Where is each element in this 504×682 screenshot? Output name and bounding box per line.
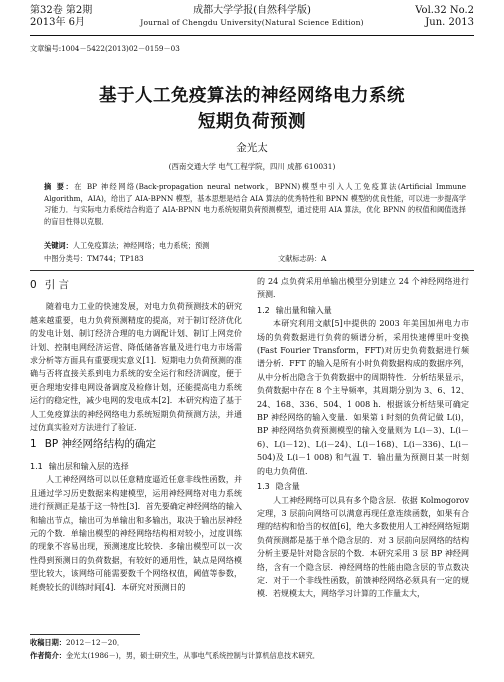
title-line-2: 短期负荷预测 bbox=[198, 112, 306, 132]
paper-title bbox=[30, 83, 474, 135]
header-center bbox=[140, 5, 364, 29]
section-number: 0 bbox=[30, 279, 37, 291]
subsection-number: 1.1 bbox=[30, 461, 43, 471]
volume-issue-en: Vol.32 No.2 bbox=[415, 5, 474, 16]
section-heading-intro bbox=[30, 279, 242, 292]
received-date: 2012－12－20． bbox=[65, 638, 125, 647]
article-number: 文章编号:1004－5422(2013)02－0159－03 bbox=[30, 44, 180, 53]
journal-name-cn: 成都大学学报(自然科学版) bbox=[193, 5, 311, 16]
author-name: 金光太 bbox=[236, 142, 268, 154]
abstract-label: 摘 要： bbox=[44, 182, 75, 191]
paragraph-continued: 的 24 点负荷采用单输出模型分别建立 24 个神经网络进行预测． bbox=[257, 277, 469, 300]
paragraph: 人工神经网络可以以任意精度逼近任意非线性函数，并且通过学习历史数据来构建模型，运用神经网络对电力系统进行预测正是基于这一特性[3]．首先要确定神经网络的输入和输出节点，输出可为单输出和多输出，取决于输出层神经元的个数．单输出模型的神经网络结构相对较小，过度训练的现象不容易出现，预测速度比较快．多输出模型可以一次性得到预测日的负荷数据，有较好的通用性，缺点是网络模型比较大，该网络可能需要数千个网络权值，阈值等参数，耗费较长的训练时间[4]．本研究对预测日的 bbox=[30, 475, 242, 592]
footnote-label: 作者简介： bbox=[30, 651, 66, 660]
date-en: Jun. 2013 bbox=[425, 17, 474, 28]
author-affiliation: (西南交通大学 电气工程学院，四川 成都 610031) bbox=[168, 162, 336, 171]
paragraph: 人工神经网络可以具有多个隐含层．依据 Kolmogorov 定理，3 层前向网络可以满意再现任意连续函数，如果有合理的结构和恰当的权值[6]，绝大多数使用人工神经网络短期负荷预测都是基于单个隐含层的．对 3 层前向层网络的结构分析主要是针对隐含层的个数．本研究采用 3 层 BP 神经网络，含有一个隐含层．神经网络的性能由隐含层的节点数决定．对于一个非线性函数，前馈神经网络必须具有一定的规模．若规模太大，网络学习计算的工作量太大， bbox=[257, 495, 469, 599]
keywords bbox=[44, 241, 466, 251]
subsection-title: 输出量和输入量 bbox=[275, 305, 332, 315]
subsection-title: 隐含量 bbox=[275, 482, 300, 492]
footnote-received bbox=[30, 637, 474, 648]
subsection-heading-hidden bbox=[257, 480, 469, 493]
subsection-title: 输出层和输入层的选择 bbox=[48, 461, 129, 471]
classification-number: 中图分类号：TM744；TP183 bbox=[44, 254, 144, 263]
right-column bbox=[257, 275, 469, 601]
footnote-author bbox=[30, 650, 474, 661]
abstract-text: 在 BP 神经网络(Back-propagation neural network，BPNN)模型中引入人工免疫算法(Artificial Immune Algorithm，AIA)，给出了 AIA-BPNN 模型，基本思想是结合 AIA 算法的优秀特性和 BPNN 模型的优良性能，可以进一步提高学习能力．与实际电力系统结合构造了 AIA-BPNN 电力系统短期负荷预测模型，通过使用 AIA 算法，优化 BPNN 的权值和阈值选择的盲目性得以克服． bbox=[44, 182, 466, 226]
paragraph: 本研究利用文献[5]中提供的 2003 年美国加州电力市场的负荷数据进行负荷的频谱分析，采用快速傅里叶变换(Fast Fourier Transform，FFT)对历史负荷数据进行频谱分析．FFT 的输入是所有小时负荷数据构成的数据序列，从中分析出隐含于负荷数据中的周期特性．分析结果显示，负荷数据中存在 8 个主导频率，其周期分别为 3、6、12、24、168、336、504、1 008 h．根据该分析结果可确定 BP 神经网络的输入变量．如果第 i 时刻的负荷记做 L(i)，BP 神经网络负荷预测模型的输入变量则为 L(i－3)、L(i－6)、L(i－12)、L(i－24)、L(i－168)、L(i－336)、L(i－504)及 L(i－1 008) 和气温 T．输出量为预测日某一时刻的电力负荷值． bbox=[257, 319, 469, 476]
keywords-label: 关键词： bbox=[44, 241, 73, 250]
subsection-number: 1.2 bbox=[257, 305, 270, 315]
header-right bbox=[415, 5, 474, 29]
paragraph: 随着电力工业的快速发展，对电力负荷预测技术的研究越来越重要，电力负荷预测精度的提高，对于制订经济优化的发电计划、制订经济合理的电力调配计划、制订上网竞价计划、控制电网经济运营、降低储备容量及进行电力市场需求分析等方面具有重要现实意义[1]．短期电力负荷预测的准确与否将直接关系到电力系统的安全运行和经济调度，便于更合理地安排电网设备调度及检修计划，还能提高电力系统运行的稳定性，减少电网的发电成本[2]．本研究构造了基于人工免疫算法的神经网络电力系统短期负荷预测方法，并通过仿真实验对方法进行了验证． bbox=[30, 302, 242, 433]
footnote-divider bbox=[30, 634, 140, 635]
header-left bbox=[30, 5, 92, 29]
keywords-text: 人工免疫算法；神经网络；电力系统；预测 bbox=[72, 241, 210, 250]
title-line-1: 基于人工免疫算法的神经网络电力系统 bbox=[99, 86, 405, 106]
section-number: 1 bbox=[30, 438, 37, 451]
subsection-number: 1.3 bbox=[257, 482, 270, 492]
footnote-label: 收稿日期： bbox=[30, 638, 66, 647]
abstract-divider bbox=[30, 270, 474, 271]
abstract bbox=[44, 181, 466, 227]
journal-name-en: Journal of Chengdu University(Natural Science Edition) bbox=[140, 18, 364, 27]
section-title: 引 言 bbox=[44, 279, 70, 291]
section-heading-bp-structure bbox=[30, 438, 242, 451]
document-code: 文献标志码：A bbox=[278, 254, 327, 263]
subsection-heading-io-layers bbox=[30, 460, 242, 473]
author-bio: 金光太(1986－)，男，硕士研究生，从事电气系统控制与计算机信息技术研究． bbox=[65, 651, 320, 660]
date-cn: 2013年 6月 bbox=[30, 17, 85, 28]
subsection-heading-io-variables bbox=[257, 304, 469, 317]
volume-issue-cn: 第32卷 第2期 bbox=[30, 5, 93, 16]
section-title: BP 神经网络结构的确定 bbox=[44, 438, 157, 451]
left-column bbox=[30, 275, 242, 594]
running-header bbox=[30, 0, 474, 36]
